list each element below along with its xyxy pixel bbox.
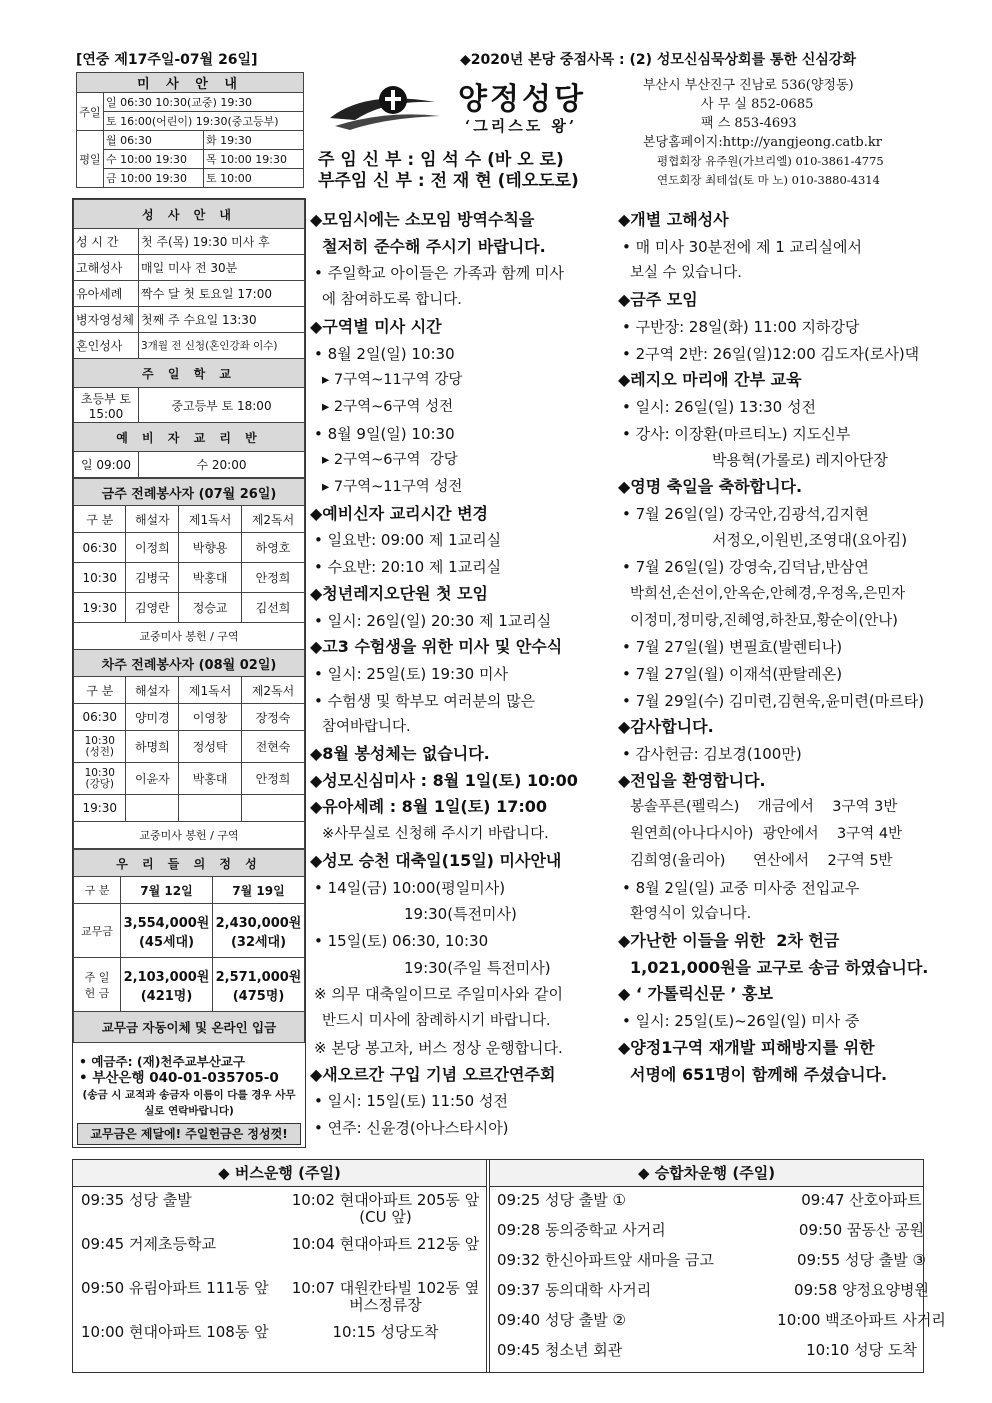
sacrament-time: 첫 주(목) 19:30 미사 후 <box>139 229 305 255</box>
notice-line: • 2구역 2반: 26일(일)12:00 김도자(로사)댁 <box>622 344 920 363</box>
prep-time: 일 09:00 <box>74 452 139 478</box>
week-cell: 금 10:00 19:30 <box>104 169 204 188</box>
table-cell: 박홍대 <box>179 763 242 795</box>
notice-line: 반드시 미사에 참례하시기 바랍니다. <box>322 1013 551 1030</box>
notice-line: 19:30(특전미사) <box>404 905 517 924</box>
notice-line: • 일요반: 09:00 제 1교리실 <box>314 531 502 550</box>
table-cell: 주 일 헌 금 <box>74 958 121 1012</box>
left-column <box>72 198 306 1148</box>
notice-line: 이정미,정미랑,진혜영,하찬묘,황순이(안나) <box>630 612 898 629</box>
sacrament-name: 유아세례 <box>74 281 139 307</box>
bus-title: ◆ 버스운행 (주일) <box>73 1160 486 1187</box>
col-header: 제2독서 <box>242 677 305 704</box>
schedule-stop: 09:55 성당 출발 ③ <box>797 1251 926 1269</box>
col-header: 해설자 <box>126 677 179 704</box>
schedule-stop: 09:25 성당 출발 ① <box>497 1191 626 1209</box>
notice-line: • 연주: 신윤경(아나스타시아) <box>314 1118 509 1137</box>
notice-line: • 15일(토) 06:30, 10:30 <box>314 931 489 950</box>
prep-time: 수 20:00 <box>139 452 305 478</box>
table-cell: 19:30 <box>74 795 126 822</box>
sacrament-name: 고해성사 <box>74 255 139 281</box>
theme-label: ◆2020년 본당 중점사목 : (2) 성모신심묵상회를 통한 신심강화 <box>460 52 856 68</box>
notice-heading: ◆구역별 미사 시간 <box>310 316 442 336</box>
notice-line: ▸ 2구역~6구역 강당 <box>322 452 458 469</box>
right-column <box>618 207 929 1088</box>
week-cell: 수 10:00 19:30 <box>104 150 204 169</box>
notice-line: • 감사헌금: 김보경(100만) <box>622 745 802 764</box>
notice-line: • 강사: 이장환(마르티노) 지도신부 <box>622 424 851 443</box>
notice-heading: ◆금주 모임 <box>618 290 698 310</box>
council-contact: 평협회장 유주원(가브리엘) 010-3861-4775 <box>657 154 884 168</box>
schedule-stop: 09:37 동의대학 사거리 <box>497 1281 652 1299</box>
sacrament-time: 매일 미사 전 30분 <box>139 255 305 281</box>
schedule-stop: 10:07 대원칸타빌 102동 옆 버스정류장 <box>291 1279 480 1314</box>
sun-label: 주일 <box>77 93 104 131</box>
notice-line: • 7월 26일(일) 강영숙,김덕남,반삼연 <box>622 558 869 577</box>
notice-heading: ◆영명 축일을 축하합니다. <box>618 477 803 497</box>
school-time: 초등부 토 15:00 <box>74 388 139 423</box>
notice-line: 에 참여하도록 합니다. <box>322 292 462 309</box>
office-phone: 사 무 실 852-0685 <box>701 97 814 112</box>
table-cell: 정성탁 <box>179 731 242 763</box>
notice-line: • 8월 2일(일) 교중 미사중 전입교우 <box>622 878 860 897</box>
schedule-stop: 09:45 청소년 회관 <box>497 1341 623 1359</box>
table-cell: 2,103,000원 (421명) <box>121 958 213 1012</box>
notice-heading: ◆8월 봉성체는 없습니다. <box>310 744 490 764</box>
table-cell: 정승교 <box>179 593 242 623</box>
schedule-stop: 09:45 거제초등학교 <box>81 1235 216 1253</box>
col-header: 제2독서 <box>242 506 305 533</box>
table-cell: 10:30 (강당) <box>74 763 126 795</box>
offering-table <box>73 849 305 1043</box>
prep-title: 예 비 자 교 리 반 <box>74 423 305 452</box>
notice-line: • 수험생 및 학부모 여러분의 많은 <box>314 691 536 710</box>
schedule-stop: 10:00 현대아파트 108동 앞 <box>81 1323 269 1341</box>
assistant-pastor: 부주임 신 부 : 전 재 현 (테오도로) <box>318 171 579 191</box>
shuttle-section <box>72 1159 946 1373</box>
notice-line: 보실 수 있습니다. <box>630 265 742 282</box>
van-title: ◆ 승합차운행 (주일) <box>490 1160 923 1187</box>
table-cell: 안정희 <box>242 763 305 795</box>
notice-line: 원연희(아나다시아) 광안에서 3구역 4반 <box>630 826 903 843</box>
notice-heading: ◆개별 고해성사 <box>618 210 729 229</box>
schedule-stop: 09:47 산호아파트 <box>801 1191 922 1209</box>
church-subtitle: ‘그리스도 왕’ <box>465 117 578 135</box>
notice-heading: ◆유아세례 : 8월 1일(토) 17:00 <box>310 797 547 817</box>
schedule-stop: 09:32 한신아파트앞 새마을 금고 <box>497 1251 714 1269</box>
notice-line: • 매 미사 30분전에 제 1 교리실에서 <box>622 237 862 256</box>
fax: 팩 스 853-4693 <box>701 116 797 131</box>
notice-line: • 7월 27일(월) 이재석(판탈레온) <box>622 664 843 683</box>
notice-line: • 8월 9일(일) 10:30 <box>314 424 455 443</box>
table-cell: 2,571,000원 (475명) <box>213 958 305 1012</box>
schedule-stop: 09:28 동의중학교 사거리 <box>497 1221 666 1239</box>
notice-line: 환영식이 있습니다. <box>630 906 752 923</box>
sun-row: 토 16:00(어린이) 19:30(중고등부) <box>104 112 304 131</box>
schedule-stop: 09:40 성당 출발 ② <box>497 1311 626 1329</box>
col-header: 구 분 <box>74 877 121 904</box>
council-contact-2: 연도회장 최테섭(토 마 노) 010-3880-4314 <box>657 173 880 187</box>
middle-column <box>310 207 615 1142</box>
notice-heading: 1,021,000원을 교구로 송금 하였습니다. <box>630 957 929 977</box>
contact-block <box>643 76 884 190</box>
notice-line: ※사무실로 신청해 주시기 바랍니다. <box>322 826 549 843</box>
sacrament-time: 첫째 주 수요일 13:30 <box>139 307 305 333</box>
table-cell: 박홍대 <box>179 563 242 593</box>
notice-heading: ◆감사합니다. <box>618 717 714 737</box>
notice-line: ※ 본당 봉고차, 버스 정상 운행합니다. <box>314 1038 563 1057</box>
notice-heading: ◆새오르간 구입 기념 오르간연주회 <box>310 1064 556 1084</box>
notice-line: ▸ 7구역~11구역 강당 <box>322 372 463 389</box>
sacrament-time: 짝수 달 첫 토요일 17:00 <box>139 281 305 307</box>
church-logo-icon <box>325 80 445 135</box>
notice-heading: ◆양정1구역 재개발 피해방지를 위한 <box>618 1037 875 1057</box>
table-cell: 김병국 <box>126 563 179 593</box>
bank-account: • 부산은행 040-01-035705-0 <box>79 1070 279 1086</box>
notice-heading: ◆예비신자 교리시간 변경 <box>310 503 489 523</box>
week-cell: 화 19:30 <box>203 131 303 150</box>
church-name: 양정성당 <box>458 82 586 117</box>
table-cell: 안정희 <box>242 563 305 593</box>
notice-line: ▸ 2구역~6구역 성전 <box>322 398 454 415</box>
notice-heading: 철저히 준수해 주시기 바랍니다. <box>322 236 546 256</box>
table-cell: 10:30 (성전) <box>74 731 126 763</box>
mass-table <box>76 72 304 188</box>
table-cell: 06:30 <box>74 533 126 563</box>
notice-line: • 일시: 26일(일) 13:30 성전 <box>622 397 816 416</box>
notice-line: 참여바랍니다. <box>322 719 411 736</box>
col-header: 제1독서 <box>179 677 242 704</box>
address: 부산시 부산진구 진남로 536(양정동) <box>643 78 854 93</box>
notice-heading: 서명에 651명이 함께해 주셨습니다. <box>630 1064 888 1084</box>
school-time: 중고등부 토 18:00 <box>139 388 305 423</box>
table-cell: 김선희 <box>242 593 305 623</box>
schedule-stop: 10:10 성당 도착 <box>806 1341 917 1359</box>
table-cell: 양미경 <box>126 704 179 731</box>
notice-line: • 수요반: 20:10 제 1교리실 <box>314 558 502 577</box>
notice-line: 봉솔푸른(펠릭스) 개금에서 3구역 3반 <box>630 799 898 816</box>
table-cell: 10:30 <box>74 563 126 593</box>
table-cell: 전현숙 <box>242 731 305 763</box>
week-cell: 목 10:00 19:30 <box>203 150 303 169</box>
notice-heading: ◆레지오 마리애 간부 교육 <box>618 370 802 390</box>
notice-line: • 7월 29일(수) 김미련,김현욱,윤미련(마르타) <box>622 691 925 710</box>
col-header: 제1독서 <box>179 506 242 533</box>
notice-line: • 구반장: 28일(화) 11:00 지하강당 <box>622 317 860 336</box>
notice-line: • 8월 2일(일) 10:30 <box>314 344 455 363</box>
notice-line: 박용혁(가롤로) 레지아단장 <box>712 451 888 470</box>
table-cell: 이영창 <box>179 704 242 731</box>
schedule-stop: 10:15 성당도착 <box>332 1323 439 1341</box>
schedule-stop: 09:50 꿈동산 공원 <box>798 1221 925 1239</box>
table-cell: 김영란 <box>126 593 179 623</box>
notice-heading: ◆성모신심미사 : 8월 1일(토) 10:00 <box>310 770 578 790</box>
col-header: 구 분 <box>74 506 126 533</box>
col-header: 7월 12일 <box>121 877 213 904</box>
sacrament-table <box>73 199 305 478</box>
table-cell: 박향용 <box>179 533 242 563</box>
notice-line: • 일시: 26일(일) 20:30 제 1교리실 <box>314 611 552 630</box>
sun-row: 일 06:30 10:30(교중) 19:30 <box>104 93 304 112</box>
sacrament-name: 병자영성체 <box>74 307 139 333</box>
col-header: 구 분 <box>74 677 126 704</box>
schedule-stop: 09:50 유림아파트 111동 앞 <box>81 1279 269 1297</box>
notice-heading: ◆전입을 환영합니다. <box>618 770 766 790</box>
table-cell: 교무금 <box>74 904 121 958</box>
school-title: 주 일 학 교 <box>74 359 305 388</box>
notice-line: ▸ 7구역~11구역 성전 <box>322 479 463 496</box>
table-cell: 2,430,000원 (32세대) <box>213 904 305 958</box>
table-cell: 하영호 <box>242 533 305 563</box>
notice-heading: ◆성모 승천 대축일(15일) 미사안내 <box>310 850 562 870</box>
notice-heading: ◆고3 수험생을 위한 미사 및 안수식 <box>310 637 563 657</box>
table-cell <box>126 795 179 822</box>
table-cell: 06:30 <box>74 704 126 731</box>
notice-line: ※ 의무 대축일이므로 주일미사와 같이 <box>314 985 563 1004</box>
auto-transfer-title: 교무금 자동이체 및 온라인 입금 <box>74 1012 305 1043</box>
offering-title: 우 리 들 의 정 성 <box>74 850 305 877</box>
week-cell: 토 10:00 <box>203 169 303 188</box>
homepage-link[interactable]: 본당홈페이지:http://yangjeong.catb.kr <box>643 135 882 150</box>
table-cell <box>179 795 242 822</box>
sacrament-time: 3개월 전 신청(혼인강좌 이수) <box>139 333 305 359</box>
table-cell: 이정희 <box>126 533 179 563</box>
col-header: 해설자 <box>126 506 179 533</box>
sacrament-name: 성 시 간 <box>74 229 139 255</box>
notice-line: • 7월 26일(일) 강국안,김광석,김지현 <box>622 504 869 523</box>
notice-line: • 일시: 25일(토)~26일(일) 미사 중 <box>622 1012 860 1031</box>
table-cell: 하명희 <box>126 731 179 763</box>
this-week-servers <box>73 478 305 849</box>
notice-line: 19:30(주일 특전미사) <box>404 958 551 977</box>
notice-line: 박희선,손선이,안옥순,안혜경,우정옥,은민자 <box>630 585 906 602</box>
sacrament-name: 혼인성사 <box>74 333 139 359</box>
schedule-stop: 09:58 양정요양병원 <box>794 1281 929 1299</box>
schedule-stop: 10:04 현대아파트 212동 앞 <box>291 1235 480 1253</box>
transfer-note: (송금 시 교적과 송금자 이름이 다를 경우 사무실로 연락바랍니다) <box>82 1089 296 1117</box>
notice-line: 김희영(율리아) 연산에서 2구역 5반 <box>630 852 893 869</box>
notice-heading: ◆ ‘ 가톨릭신문 ’ 홍보 <box>618 984 773 1004</box>
schedule-stop: 09:35 성당 출발 <box>81 1191 192 1209</box>
notice-line: • 14일(금) 10:00(평일미사) <box>314 878 506 897</box>
schedule-stop: 10:00 백조아파트 사거리 <box>777 1311 946 1329</box>
notice-heading: ◆모임시에는 소모임 방역수칙을 <box>310 210 535 229</box>
table-cell: 3,554,000원 (45세대) <box>121 904 213 958</box>
sacrament-title: 성 사 안 내 <box>74 200 305 229</box>
col-header: 7월 19일 <box>213 877 305 904</box>
notice-line: • 일시: 25일(토) 19:30 미사 <box>314 664 508 683</box>
offering-note: 교중미사 봉헌 / 구역 <box>74 822 305 849</box>
this-week-title: 금주 전례봉사자 (07월 26일) <box>74 479 305 506</box>
notice-heading: ◆청년레지오단원 첫 모임 <box>310 583 489 603</box>
notice-heading: ◆가난한 이들을 위한 2차 헌금 <box>618 930 840 950</box>
schedule-stop: 10:02 현대아파트 205동 앞 (CU 앞) <box>291 1191 480 1226</box>
top-bar <box>72 47 922 67</box>
week-label: [연중 제17주일-07월 26일] <box>76 52 258 68</box>
week-cell: 월 06:30 <box>104 131 204 150</box>
notice-line: • 7월 27일(월) 변필효(발렌티나) <box>622 638 843 657</box>
mass-title: 미 사 안 내 <box>77 73 304 93</box>
table-cell: 19:30 <box>74 593 126 623</box>
account-info <box>73 1043 305 1123</box>
notice-line: 서정오,이원빈,조영대(요아킴) <box>712 531 908 550</box>
notice-line: • 일시: 15일(토) 11:50 성전 <box>314 1092 508 1111</box>
next-week-title: 차주 전례봉사자 (08월 02일) <box>74 650 305 677</box>
table-cell: 이윤자 <box>126 763 179 795</box>
depositor: • 예금주: (재)천주교부산교구 <box>79 1054 245 1069</box>
pastor: 주 임 신 부 : 임 석 수 (바 오 로) <box>318 150 564 170</box>
slogan: 교무금은 제달에! 주일헌금은 정성껏! <box>77 1123 301 1145</box>
notice-line: • 주일학교 아이들은 가족과 함께 미사 <box>314 264 565 283</box>
week-label-cell: 평일 <box>77 131 104 188</box>
table-cell: 장정숙 <box>242 704 305 731</box>
table-cell <box>242 795 305 822</box>
offering-note: 교중미사 봉헌 / 구역 <box>74 623 305 650</box>
